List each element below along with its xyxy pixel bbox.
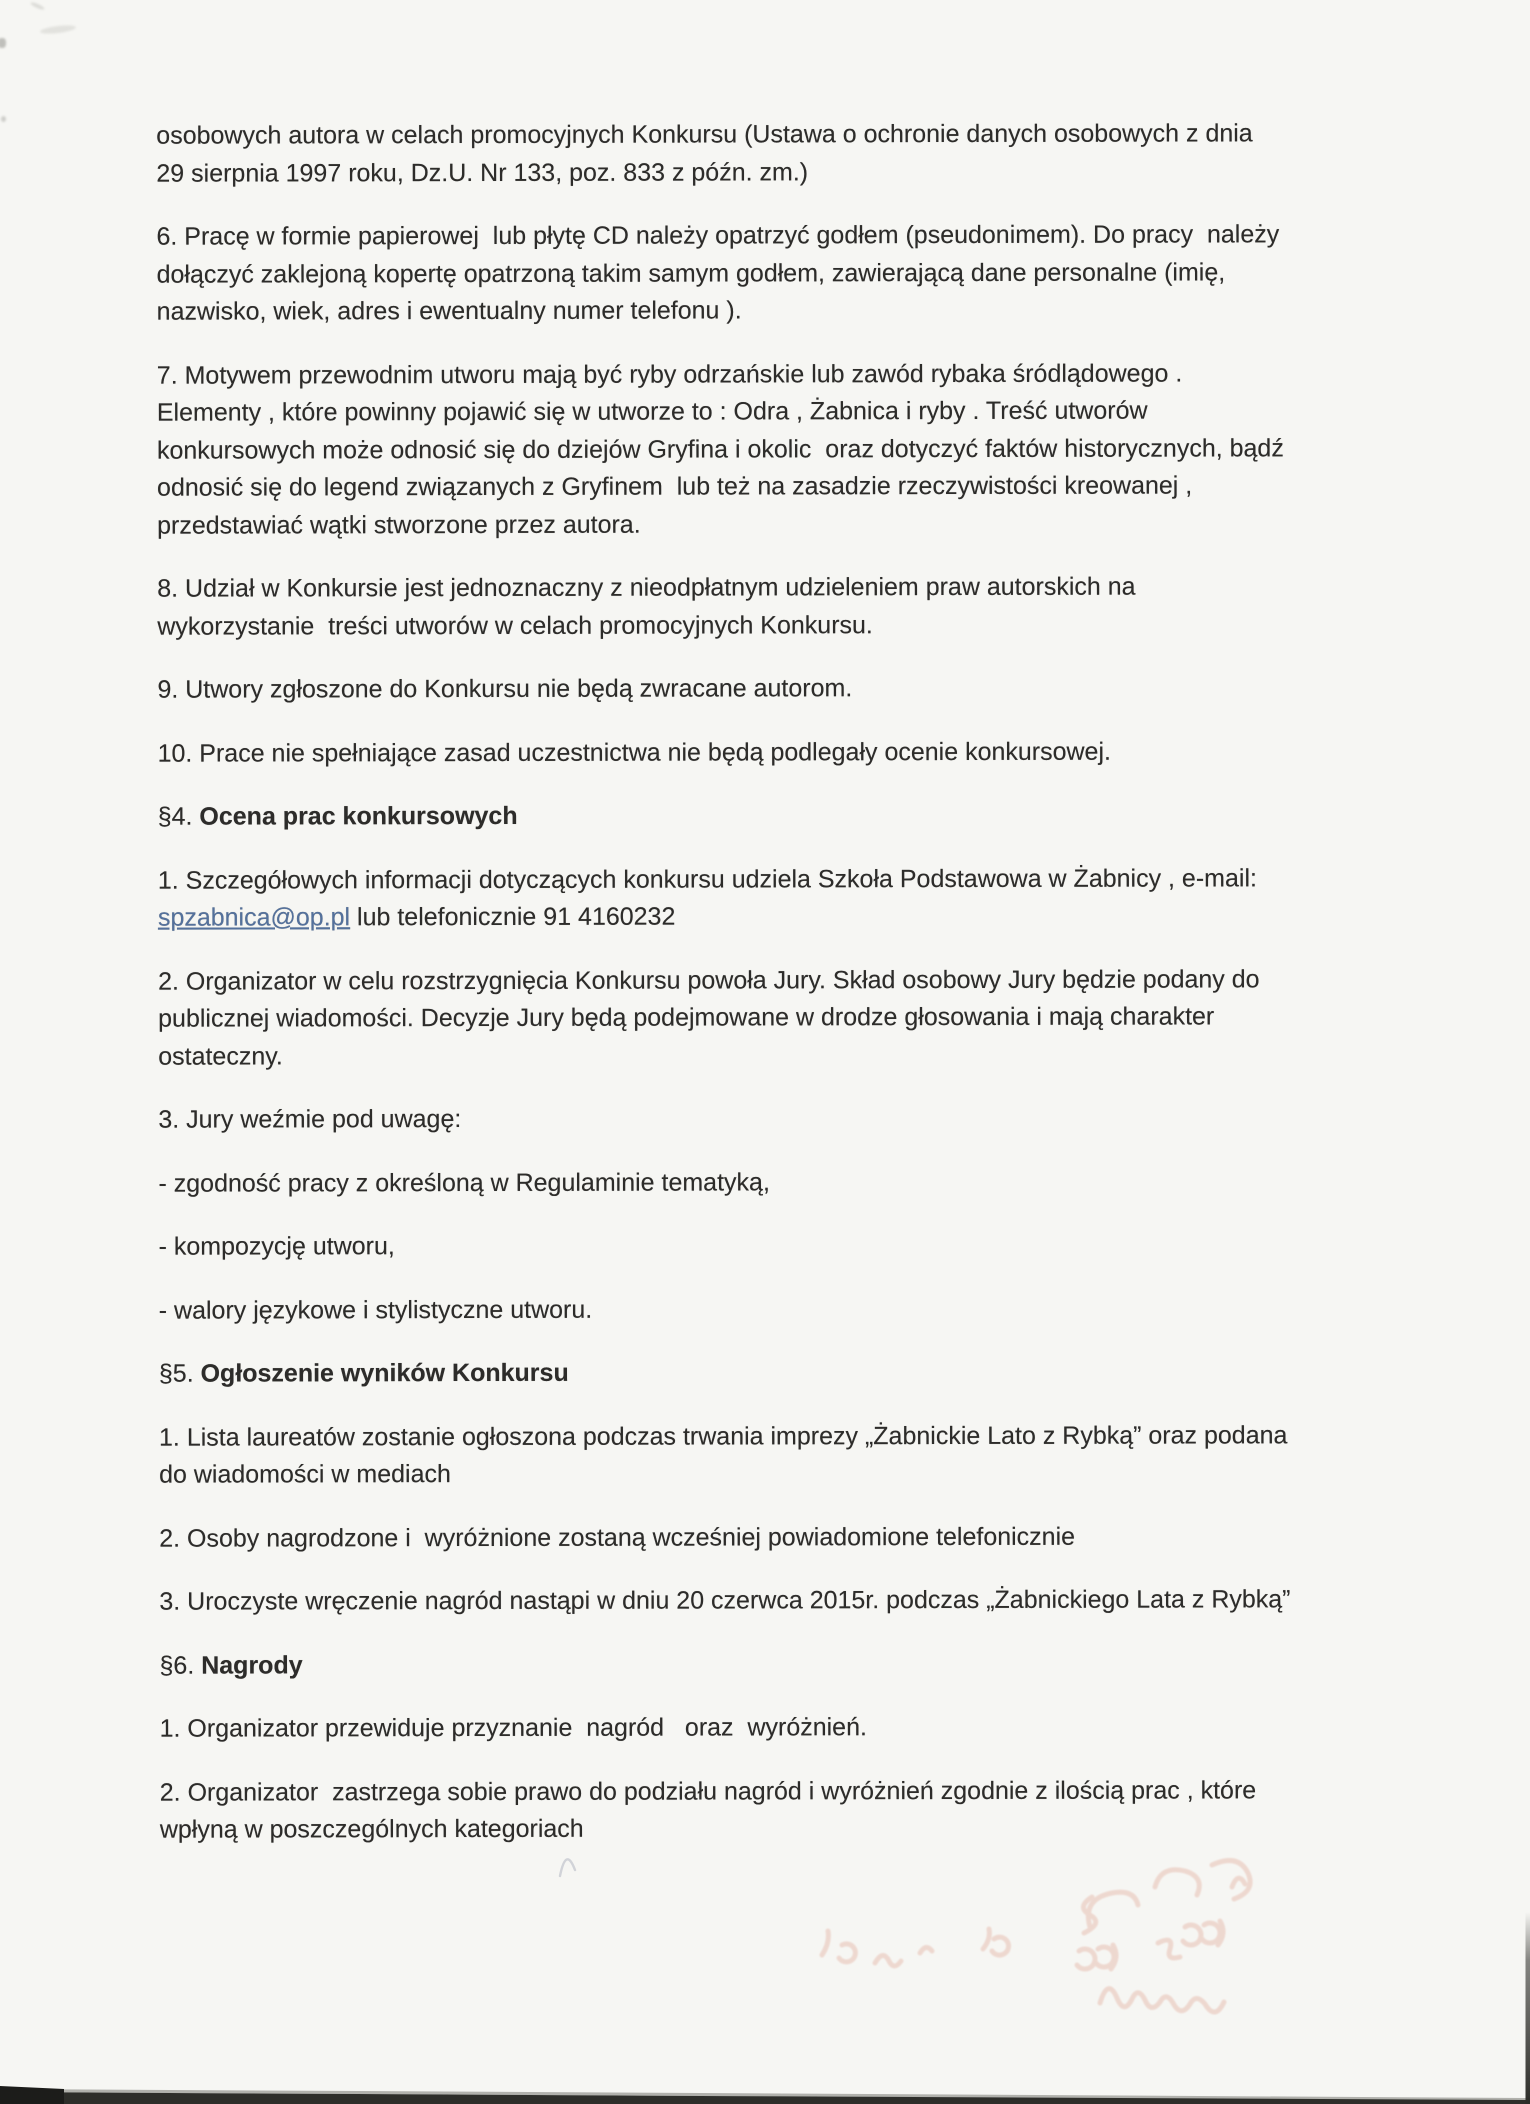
paragraph: - walory językowe i stylistyczne utworu. [158,1295,593,1325]
paragraph: 3. Jury weźmie pod uwagę: [158,1105,462,1134]
paragraph: - kompozycję utworu, [158,1232,395,1261]
email-link[interactable]: spzabnica@op.pl [157,903,351,932]
paragraph: 2. Organizator w celu rozstrzygnięcia Konkursu powoła Jury. Skład osobowy Jury będzie podany do publicznej wiadomości. Decyzje Jury będą podejmowane w drodze głosowania i mają charakter ostateczny. [158,964,1260,1071]
paragraph: - zgodność pracy z określoną w Regulaminie tematyką, [158,1167,770,1198]
paragraph: 1. Organizator przewiduje przyznanie nagród oraz wyróżnień. [159,1713,867,1743]
paragraph: 2. Organizator zastrzega sobie prawo do podziału nagród i wyróżnień zgodnie z ilością prac , które wpłyną w poszczególnych kategoriach [159,1775,1257,1844]
section-heading [158,796,1437,836]
paragraph: 2. Osoby nagrodzone i wyróżnione zostaną wcześniej powiadomione telefonicznie [159,1522,1076,1553]
paragraph: 7. Motywem przewodnim utworu mają być ryby odrzańskie lub zawód rybaka śródlądowego . Elementy , które powinny pojawić się w utworze to : Odra , Żabnica i ryby . Treść utworów konkursowych może odnosić się do dziejów Gryfina i okolic oraz dotyczyć faktów historycznych, bądź odnosić się do legend związanych z Gryfinem lub też na zasadzie rzeczywistości kreowanej , przedstawiać wątki stworzone przez autora. [156,359,1284,540]
section-number: §6. [159,1651,202,1680]
section-number: §5. [158,1359,201,1388]
section-heading [159,1644,1438,1684]
paragraph: 10. Prace nie spełniające zasad uczestnictwa nie będą podlegały ocenie konkursowej. [157,737,1111,768]
paragraph: 8. Udział w Konkursie jest jednoznaczny z nieodpłatnym udzieleniem praw autorskich na wykorzystanie treści utworów w celach promocyjnych Konkursu. [157,572,1136,641]
paragraph: 3. Uroczyste wręczenie nagród nastąpi w dniu 20 czerwca 2015r. podczas „Żabnickiego Lata z Rybką” [159,1585,1291,1616]
paragraph: 6. Pracę w formie papierowej lub płytę CD należy opatrzyć godłem (pseudonimem). Do pracy należy dołączyć zaklejoną kopertę opatrzoną takim samym godłem, zawierającą dane personalne (imię, nazwisko, wiek, adres i ewentualny numer telefonu ). [156,220,1280,326]
section-title: Nagrody [201,1650,303,1680]
section-title: Ocena prac konkursowych [199,801,518,831]
paragraph: 1. Lista laureatów zostanie ogłoszona podczas trwania imprezy „Żabnickie Lato z Rybką” oraz podana do wiadomości w mediach [158,1420,1288,1489]
section-title: Ogłoszenie wyników Konkursu [200,1358,569,1388]
section-heading [159,1353,1438,1393]
paragraph: 1. Szczegółowych informacji dotyczących konkursu udziela Szkoła Podstawowa w Żabnicy , e-mail: spzabnica@op.pl lub telefonicznie 91 4160232 [157,863,1257,932]
paragraph: 9. Utwory zgłoszone do Konkursu nie będą zwracane autorom. [157,674,853,704]
paragraph: osobowych autora w celach promocyjnych Konkursu (Ustawa o ochronie danych osobowych z dnia 29 sierpnia 1997 roku, Dz.U. Nr 133, poz. 833 z późn. zm.) [156,119,1253,188]
section-number: §4. [157,802,200,831]
